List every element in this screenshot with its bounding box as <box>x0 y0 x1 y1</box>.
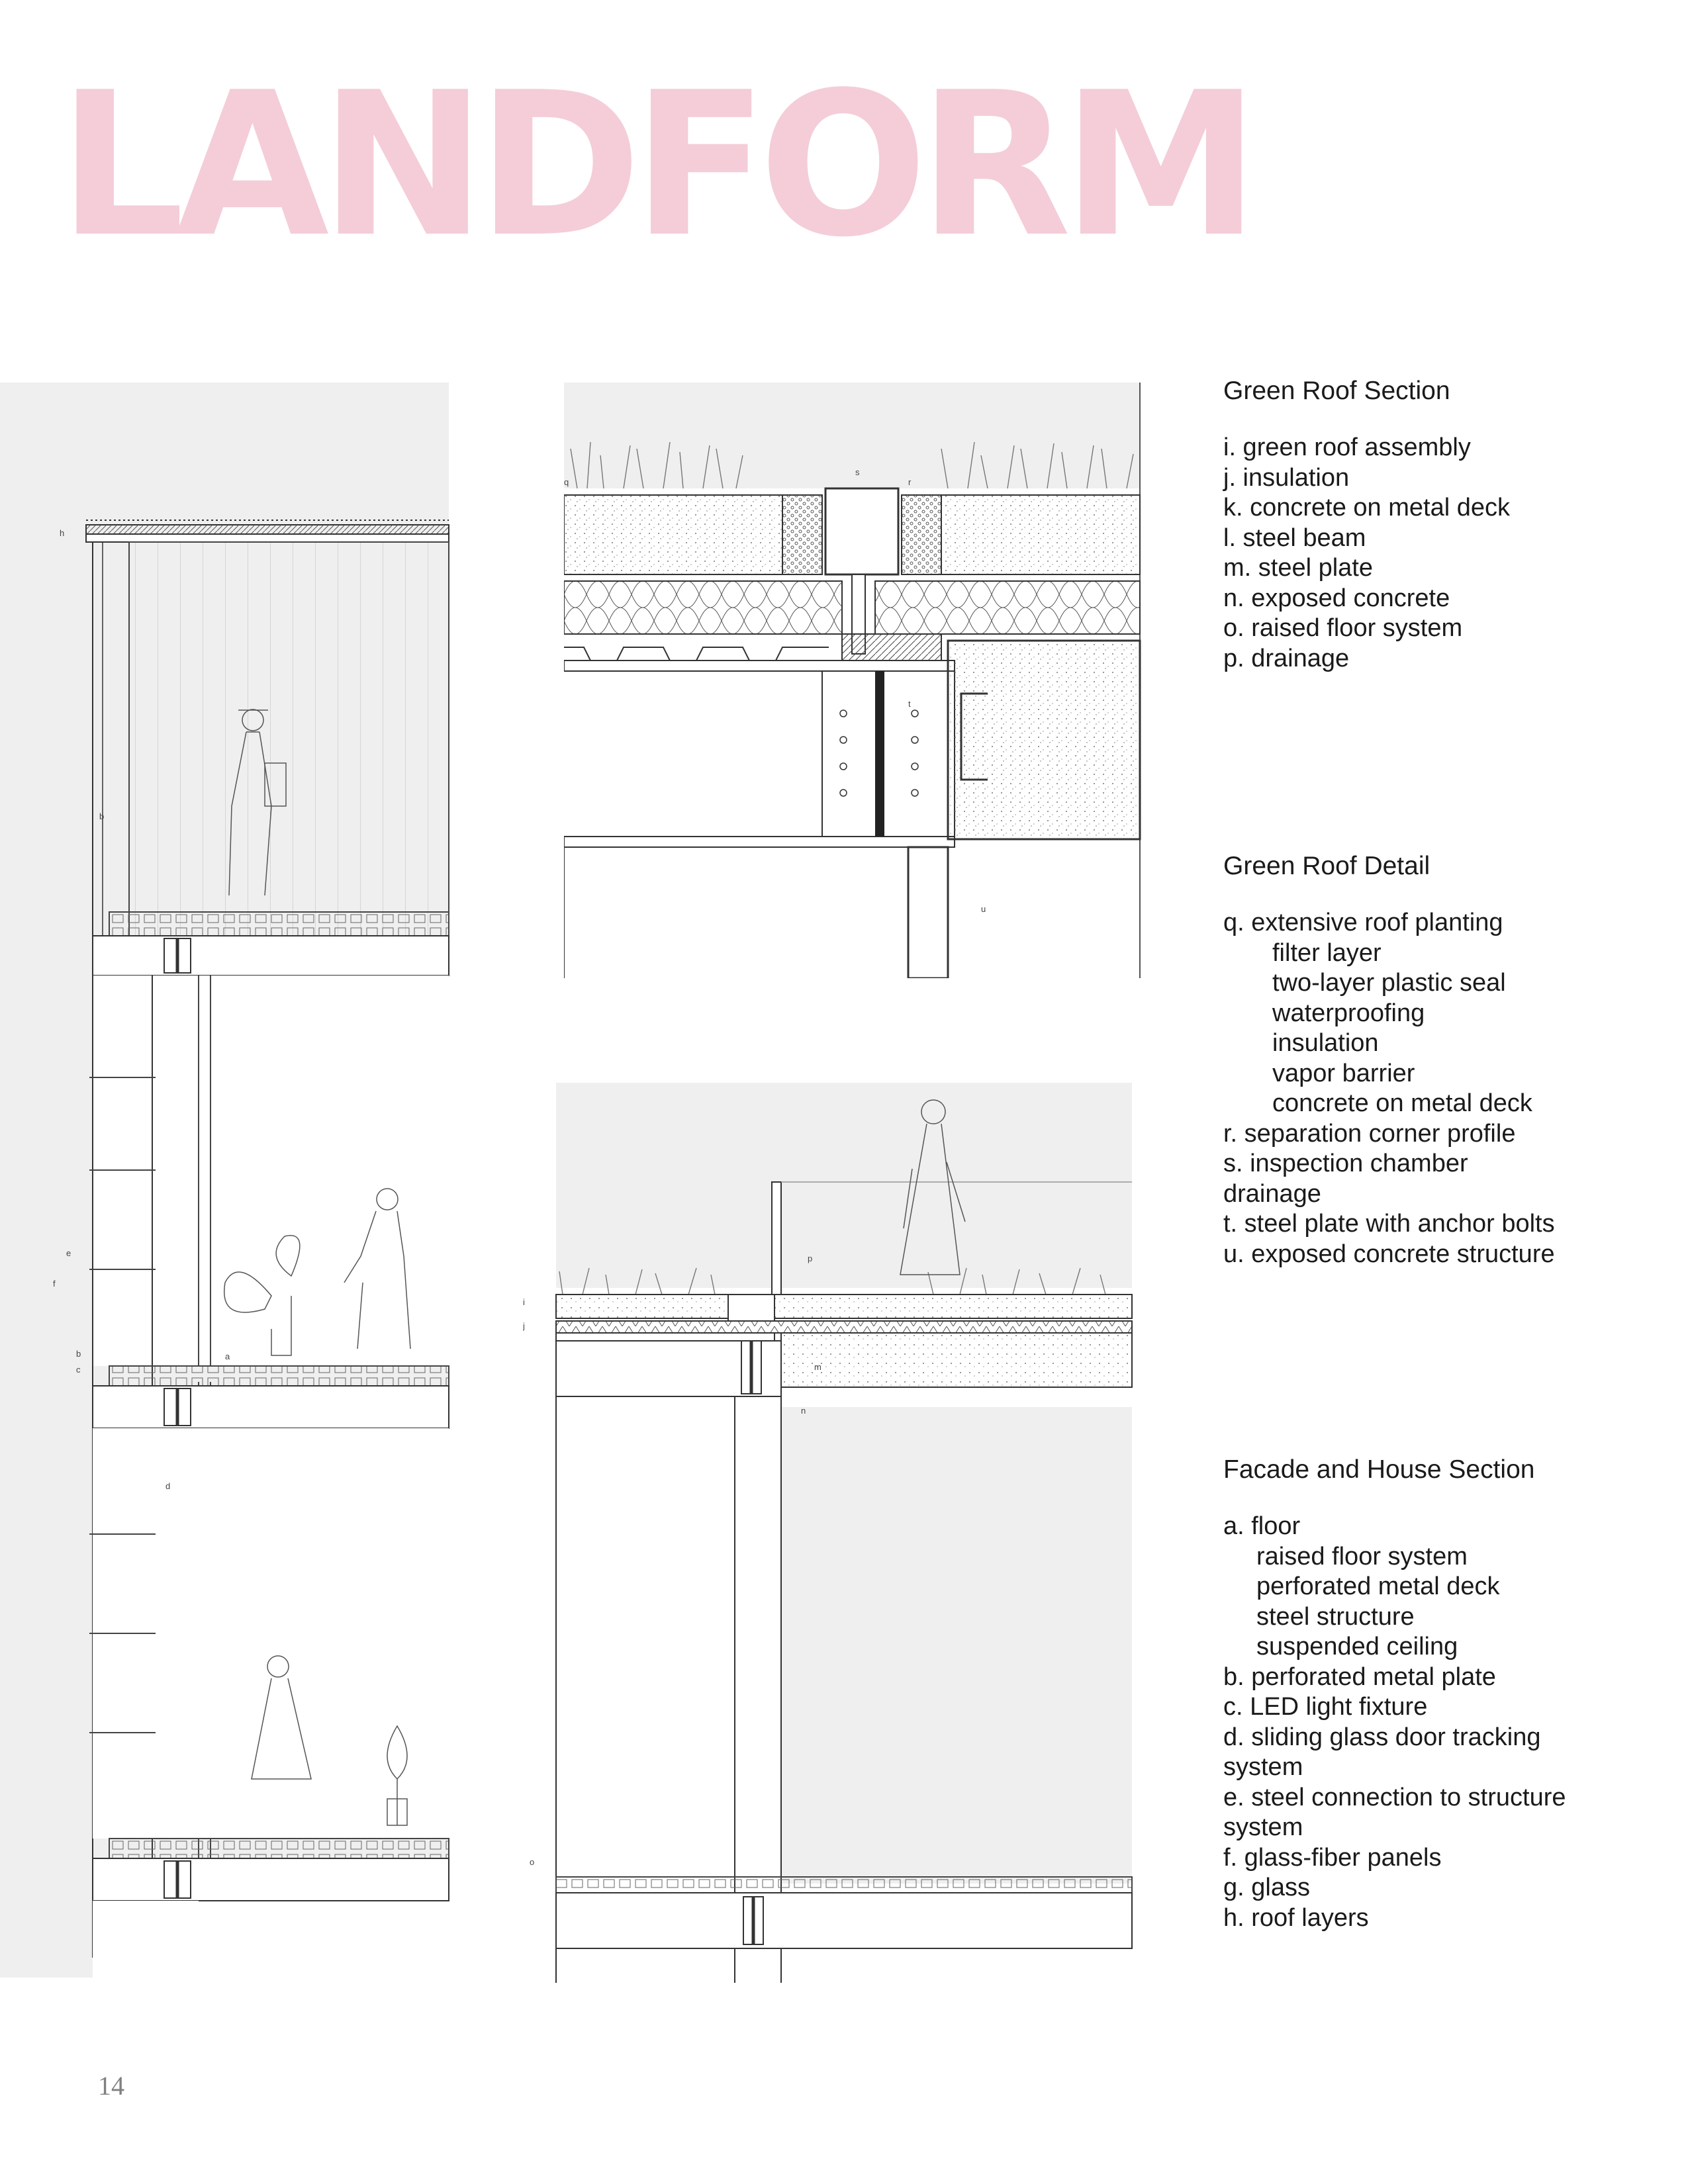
interior-background <box>781 1407 1132 1884</box>
callout-t: t <box>908 699 911 709</box>
legend-subitem: insulation <box>1272 1029 1379 1057</box>
callout-o: o <box>530 1857 535 1867</box>
callout-f: f <box>53 1279 56 1289</box>
legend-item: r. separation corner profile <box>1223 1119 1516 1148</box>
legend-item: drainage <box>1223 1179 1321 1208</box>
page-number: 14 <box>98 2071 124 2101</box>
legend-item: a. floor <box>1223 1512 1301 1540</box>
callout-p: p <box>808 1253 813 1263</box>
legend-facade-house-section <box>1223 1455 1673 1933</box>
legend-subitem: steel structure <box>1256 1602 1415 1631</box>
legend-subitem: raised floor system <box>1256 1542 1468 1570</box>
legend-subitem: two-layer plastic seal <box>1272 969 1506 997</box>
green-roof-detail-drawing <box>564 383 1147 978</box>
legend-heading: Green Roof Detail <box>1223 852 1430 880</box>
callout-s: s <box>855 467 860 477</box>
legend-subitem: vapor barrier <box>1272 1059 1415 1087</box>
legend-item: s. inspection chamber <box>1223 1150 1468 1177</box>
legend-subitem: perforated metal deck <box>1256 1572 1500 1600</box>
callout-i: i <box>523 1297 525 1307</box>
callout-n: n <box>801 1406 806 1416</box>
green-roof-section-drawing <box>523 1083 1158 1983</box>
callout-c: c <box>76 1365 81 1375</box>
legend-green-roof-section <box>1223 376 1673 674</box>
callout-d: d <box>165 1481 171 1491</box>
legend-item: m. steel plate <box>1223 554 1373 582</box>
callout-a: a <box>225 1351 230 1361</box>
legend-item: d. sliding glass door tracking system <box>1223 1723 1541 1781</box>
legend-item: b. perforated metal plate <box>1223 1662 1496 1691</box>
legend-item: q. extensive roof planting <box>1223 909 1503 936</box>
legend-item: g. glass <box>1223 1874 1310 1901</box>
legend-heading: Facade and House Section <box>1223 1455 1535 1484</box>
callout-j: j <box>523 1321 525 1331</box>
legend-item: n. exposed concrete <box>1223 584 1450 612</box>
callout-b-top: b <box>99 811 105 821</box>
legend-item: p. drainage <box>1223 644 1350 672</box>
callout-e: e <box>66 1248 71 1258</box>
upper-background <box>556 1083 1132 1288</box>
callout-r: r <box>908 477 912 487</box>
legend-item: o. raised floor system <box>1223 614 1463 642</box>
callout-h: h <box>60 528 65 538</box>
legend-item: k. concrete on metal deck <box>1223 494 1510 522</box>
page-title: LANDFORM <box>58 50 1250 281</box>
legend-item: i. green roof assembly <box>1223 433 1471 461</box>
legend-heading: Green Roof Section <box>1223 377 1450 405</box>
legend-subitem: concrete on metal deck <box>1272 1089 1532 1117</box>
legend-item: f. glass-fiber panels <box>1223 1843 1442 1872</box>
legend-green-roof-detail <box>1223 851 1673 1269</box>
sky-background <box>564 383 1140 488</box>
callout-u: u <box>981 904 986 914</box>
facade-section-drawing <box>0 383 450 1978</box>
legend-subitem: filter layer <box>1272 938 1382 967</box>
legend-item: e. steel connection to structure system <box>1223 1783 1566 1841</box>
callout-q: q <box>564 477 569 487</box>
legend-item: u. exposed concrete structure <box>1223 1240 1555 1268</box>
callout-m: m <box>814 1362 821 1372</box>
legend-item: c. LED light fixture <box>1223 1693 1428 1721</box>
legend-item: h. roof layers <box>1223 1903 1369 1932</box>
legend-item: j. insulation <box>1223 463 1350 492</box>
legend-item: l. steel beam <box>1223 523 1366 552</box>
legend-subitem: waterproofing <box>1272 999 1425 1027</box>
legend-item: t. steel plate with anchor bolts <box>1223 1210 1555 1238</box>
callout-b: b <box>76 1349 81 1359</box>
legend-subitem: suspended ceiling <box>1256 1633 1458 1661</box>
